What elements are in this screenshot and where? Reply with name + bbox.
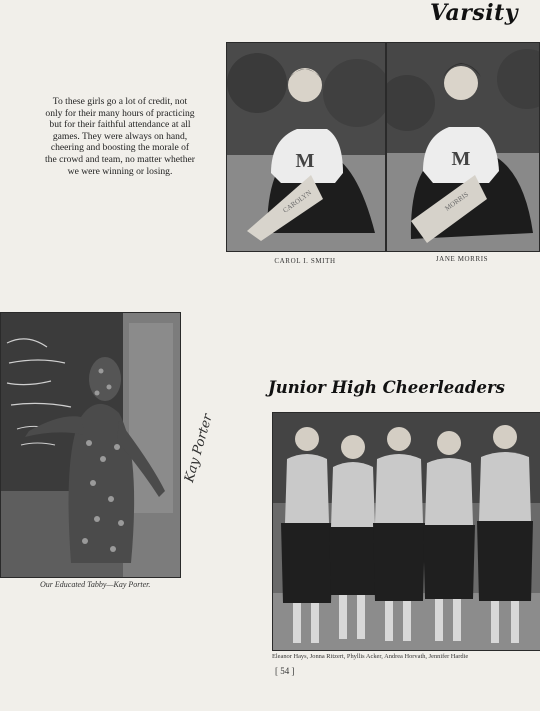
svg-text:M: M	[295, 150, 315, 172]
photo-educated-tabby	[0, 312, 181, 578]
varsity-heading: Varsity	[430, 0, 519, 26]
junior-high-heading: Junior High Cheerleaders	[268, 378, 505, 397]
megaphone-text: CAROLYN	[281, 188, 313, 215]
megaphone-text: MORRIS	[443, 190, 470, 213]
intro-paragraph: To these girls go a lot of credit, not only for their many hours of practicing but for their faithful attendance at all games. They were always on hand, cheering and boosting the morale of the crowd and team, no matter whether we were winning or losing.	[45, 96, 195, 177]
caption-jane-morris: JANE MORRIS	[435, 255, 489, 263]
junior-high-names-caption: Eleanor Hays, Jonna Ritzert, Phyllis Acker, Andrea Horvath, Jennifer Hardie	[272, 653, 469, 660]
photo-jane-morris	[386, 42, 540, 252]
caption-carol-smith: CAROL I. SMITH	[274, 257, 336, 265]
photo-carol-smith	[226, 42, 386, 252]
caption-educated-tabby: Our Educated Tabby—Kay Porter.	[40, 580, 151, 589]
svg-text:M: M	[451, 148, 471, 170]
page-number: [ 54 ]	[275, 666, 295, 676]
handwritten-signature: Kay Porter	[182, 412, 216, 485]
photo-junior-high-cheerleaders	[272, 412, 540, 651]
